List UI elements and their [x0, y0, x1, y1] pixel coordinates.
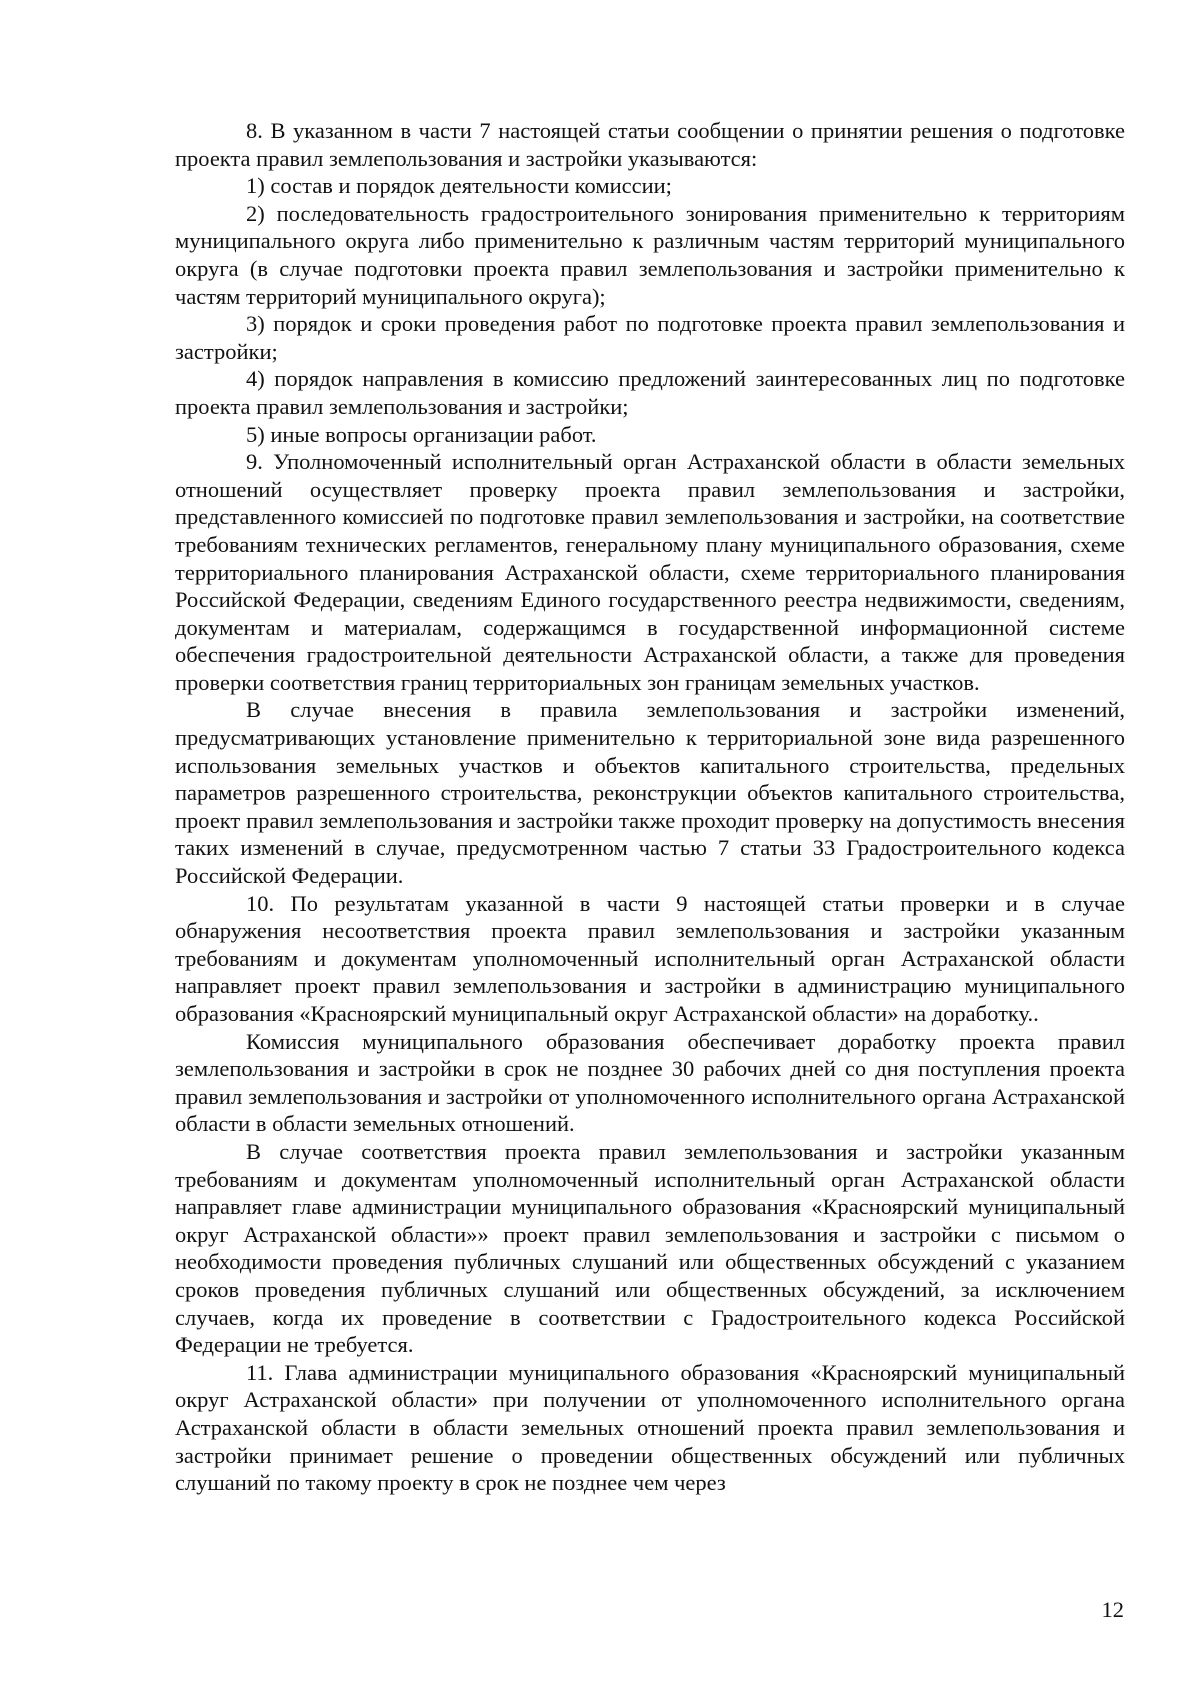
list-item-1: 1) состав и порядок деятельности комиссии;: [246, 173, 672, 199]
paragraph-9-continued: В случае внесения в правила землепользования и застройки изменений, предусматривающих установление применительно к территориальной зоне вида разрешенного использования земельных участков и объектов капитального строительства, предельных параметров разрешенного строительства, реконструкции объектов капитального строительства, проект правил землепользования и застройки также проходит проверку на допустимость внесения таких изменений в случае, предусмотренном частью 7 статьи 33 Градостроительного кодекса Российской Федерации.: [175, 697, 1125, 889]
list-item-3: 3) порядок и сроки проведения работ по подготовке проекта правил землепользования и застройки;: [175, 311, 1125, 364]
paragraph-10-commission: Комиссия муниципального образования обеспечивает доработку проекта правил землепользования и застройки в срок не позднее 30 рабочих дней со дня поступления проекта правил землепользования и застройки от уполномоченного исполнительного органа Астраханской области в области земельных отношений.: [175, 1028, 1125, 1137]
document-body: [175, 117, 1125, 1497]
paragraph-9: 9. Уполномоченный исполнительный орган Астраханской области в области земельных отношений осуществляет проверку проекта правил землепользования и застройки, представленного комиссией по подготовке правил землепользования и застройки, на соответствие требованиям технических регламентов, генеральному плану муниципального образования, схеме территориального планирования Астраханской области, схеме территориального планирования Российской Федерации, сведениям Единого государственного реестра недвижимости, сведениям, документам и материалам, содержащимся в государственной информационной системе обеспечения градостроительной деятельности Астраханской области, а также для проведения проверки соответствия границ территориальных зон границам земельных участков.: [175, 449, 1125, 695]
paragraph-8: 8. В указанном в части 7 настоящей статьи сообщении о принятии решения о подготовке проекта правил землепользования и застройки указываются:: [175, 118, 1125, 171]
list-item-2: 2) последовательность градостроительного зонирования применительно к территориям муниципального округа либо применительно к различным частям территорий муниципального округа (в случае подготовки проекта правил землепользования и застройки применительно к частям территорий муниципального округа);: [175, 200, 1125, 309]
paragraph-10-conformity: В случае соответствия проекта правил землепользования и застройки указанным требованиям и документам уполномоченный исполнительный орган Астраханской области направляет главе администрации муниципального образования «Красноярский муниципальный округ Астраханской области»» проект правил землепользования и застройки с письмом о необходимости проведения публичных слушаний или общественных обсуждений с указанием сроков проведения публичных слушаний или общественных обсуждений, за исключением случаев, когда их проведение в соответствии с Градостроительного кодекса Российской Федерации не требуется.: [175, 1138, 1125, 1358]
list-item-4: 4) порядок направления в комиссию предложений заинтересованных лиц по подготовке проекта правил землепользования и застройки;: [175, 366, 1125, 419]
list-item-5: 5) иные вопросы организации работ.: [246, 421, 597, 447]
page-number: 12: [1101, 1597, 1124, 1622]
paragraph-11: 11. Глава администрации муниципального образования «Красноярский муниципальный округ Астраханской области» при получении от уполномоченного исполнительного органа Астраханской области в области земельных отношений проекта правил землепользования и застройки принимает решение о проведении общественных обсуждений или публичных слушаний по такому проекту в срок не позднее чем через: [175, 1359, 1125, 1496]
paragraph-10: 10. По результатам указанной в части 9 настоящей статьи проверки и в случае обнаружения несоответствия проекта правил землепользования и застройки указанным требованиям и документам уполномоченный исполнительный орган Астраханской области направляет проект правил землепользования и застройки в администрацию муниципального образования «Красноярский муниципальный округ Астраханской области» на доработку..: [175, 890, 1125, 1026]
